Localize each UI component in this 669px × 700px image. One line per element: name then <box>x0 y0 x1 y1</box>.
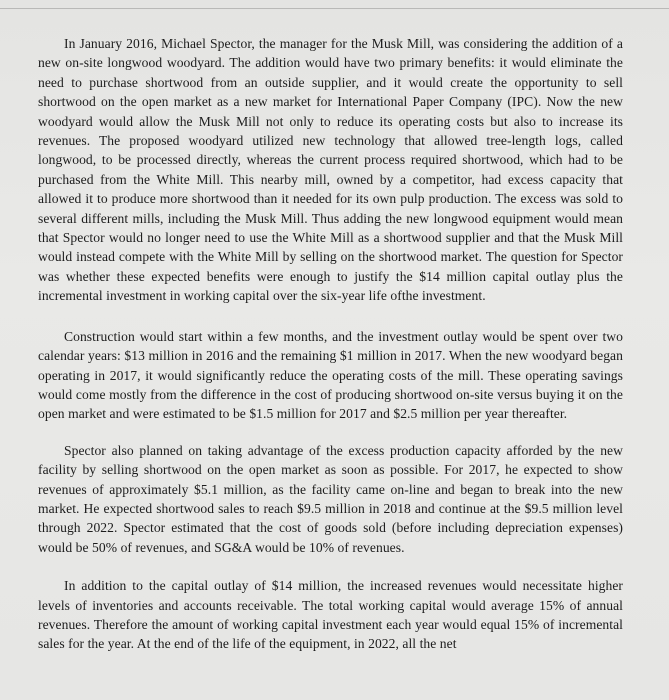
paragraph-3: Spector also planned on taking advantage of the excess production capacity afforded by the new facility by selling shortwood on the open market as soon as possible. For 2017, he expected to show revenues of approximately $5.1 million, as the facility came on-line and began to break into the new market. He expected shortwood sales to reach $9.5 million in 2018 and continue at the $9.5 million level through 2022. Spector estimated that the cost of goods sold (before including depreciation expenses) would be 50% of revenues, and SG&A would be 10% of revenues. <box>38 442 623 555</box>
top-divider <box>0 8 669 9</box>
paragraph-4: In addition to the capital outlay of $14 million, the increased revenues would necessitate higher levels of inventories and accounts receivable. The total working capital would average 15% of annual revenues. Therefore the amount of working capital investment each year would equal 15% of incremental sales for the year. At the end of the life of the equipment, in 2022, all the net <box>38 578 623 652</box>
paragraph-1: In January 2016, Michael Spector, the manager for the Musk Mill, was considering the addition of a new on-site longwood woodyard. The addition would have two primary benefits: it would eliminate the need to purchase shortwood from an outside supplier, and it would create the opportunity to sell shortwood on the open market as a new market for International Paper Company (IPC). Now the new woodyard would allow the Musk Mill not only to reduce its operating costs but also to increase its revenues. The proposed woodyard utilized new technology that allowed tree-length logs, called longwood, to be processed directly, whereas the current process required shortwood, which had to be purchased from the White Mill. This nearby mill, owned by a competitor, had excess capacity that allowed it to produce more shortwood than it needed for its own pulp production. The excess was sold to several different mills, including the Musk Mill. Thus adding the new longwood equipment would mean that Spector would no longer need to use the White Mill as a shortwood supplier and that the Musk Mill would instead compete with the White Mill by selling on the shortwood market. The question for Spector was whether these expected benefits were enough to justify the $14 million capital outlay plus the incremental investment in working capital over the six-year life ofthe investment. <box>38 36 623 304</box>
document-body <box>38 34 623 654</box>
paragraph-2: Construction would start within a few months, and the investment outlay would be spent over two calendar years: $13 million in 2016 and the remaining $1 million in 2017. When the new woodyard began operating in 2017, it would significantly reduce the operating costs of the mill. These operating savings would come mostly from the difference in the cost of producing shortwood on-site versus buying it on the open market and were estimated to be $1.5 million for 2017 and $2.5 million per year thereafter. <box>38 328 623 422</box>
